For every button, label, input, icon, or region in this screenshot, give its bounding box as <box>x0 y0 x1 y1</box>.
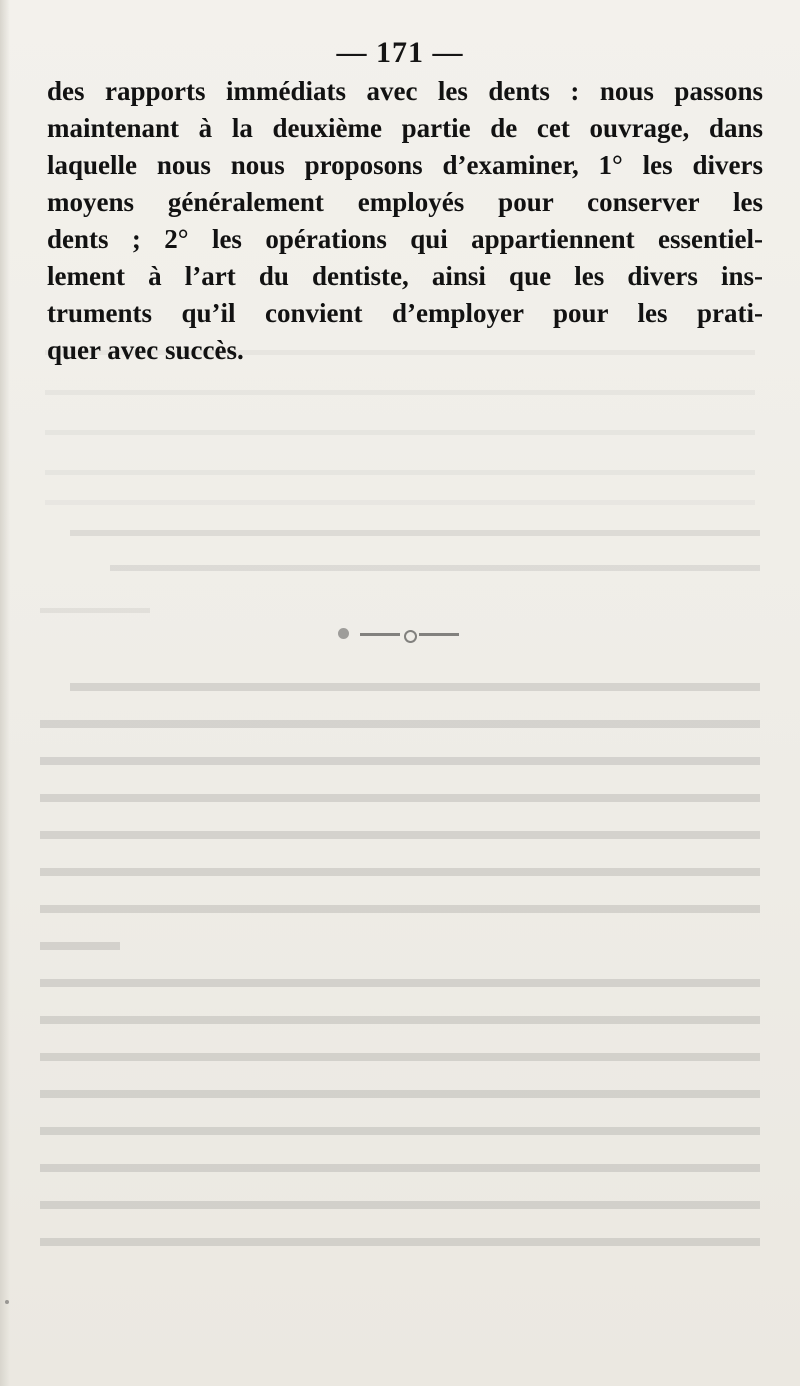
ghost-line <box>40 1164 760 1172</box>
ghost-line <box>40 1238 760 1246</box>
text-line: lement à l’art du dentiste, ainsi que les divers ins- <box>47 261 763 291</box>
ghost-line <box>40 831 760 839</box>
ghost-line <box>40 979 760 987</box>
ghost-line <box>40 1201 760 1209</box>
body-text <box>47 73 763 369</box>
ghost-line <box>40 757 760 765</box>
text-line: dents ; 2° les opérations qui appartiennent essentiel- <box>47 224 763 254</box>
ghost-line <box>40 868 760 876</box>
ghost-line <box>70 683 760 691</box>
text-line: des rapports immédiats avec les dents : nous passons <box>47 76 763 106</box>
ghost-line <box>40 1127 760 1135</box>
ghost-line <box>110 565 760 571</box>
ghost-line <box>40 794 760 802</box>
text-line: moyens généralement employés pour conserver les <box>47 187 763 217</box>
ink-speck <box>5 1300 9 1304</box>
ink-speck <box>338 628 349 639</box>
ghost-line <box>40 1053 760 1061</box>
text-line: quer avec succès. <box>47 335 244 365</box>
ghost-line <box>40 1016 760 1024</box>
text-line: maintenant à la deuxième partie de cet ouvrage, dans <box>47 113 763 143</box>
ghost-line <box>40 608 150 613</box>
ghost-line <box>40 942 120 950</box>
page-number: — 171 — <box>336 36 464 69</box>
ghost-line <box>40 1090 760 1098</box>
ghost-line <box>40 720 760 728</box>
ghost-line <box>40 905 760 913</box>
text-line: laquelle nous nous proposons d’examiner, 1° les divers <box>47 150 763 180</box>
ghost-line <box>70 530 760 536</box>
ornamental-rule <box>360 626 460 642</box>
page-edge-shadow <box>0 0 10 1386</box>
text-line: truments qu’il convient d’employer pour les prati- <box>47 298 763 328</box>
